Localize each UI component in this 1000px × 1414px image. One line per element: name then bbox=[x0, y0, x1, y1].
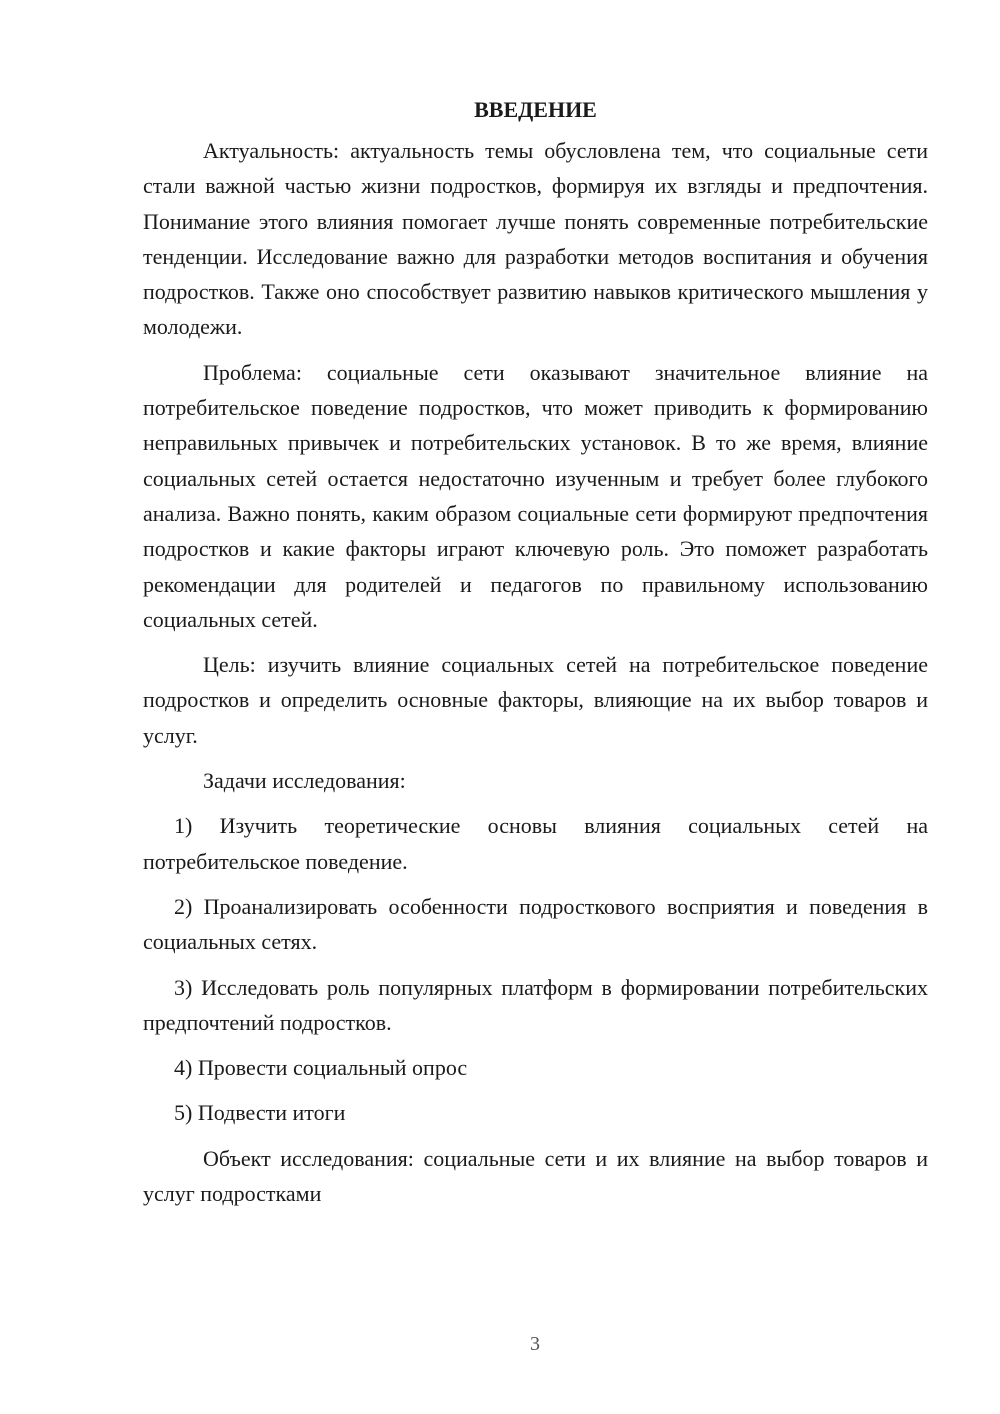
problem-paragraph: Проблема: социальные сети оказывают значительное влияние на потребительское поведение подростков, что может приводить к формированию неправильных привычек и потребительских установок. В то же время, влияние социальных сетей остается недостаточно изученным и требует более глубокого анализа. Важно понять, каким образом социальные сети формируют предпочтения подростков и какие факторы играют ключевую роль. Это поможет разработать рекомендации для родителей и педагогов по правильному использованию социальных сетей. bbox=[143, 359, 928, 632]
task-item-3: 3) Исследовать роль популярных платформ в формировании потребительских предпочтений подростков. bbox=[143, 974, 928, 1035]
task-item-5: 5) Подвести итоги bbox=[174, 1100, 346, 1126]
tasks-title: Задачи исследования: bbox=[203, 768, 406, 794]
goal-paragraph: Цель: изучить влияние социальных сетей на потребительское поведение подростков и определить основные факторы, влияющие на их выбор товаров и услуг. bbox=[143, 652, 928, 748]
document-page bbox=[143, 92, 928, 1221]
task-item-4: 4) Провести социальный опрос bbox=[174, 1055, 468, 1081]
task-item-1: 1) Изучить теоретические основы влияния социальных сетей на потребительское поведение. bbox=[143, 813, 928, 874]
section-heading: ВВЕДЕНИЕ bbox=[474, 97, 597, 122]
relevance-paragraph: Актуальность: актуальность темы обусловлена тем, что социальные сети стали важной частью жизни подростков, формируя их взгляды и предпочтения. Понимание этого влияния помогает лучше понять современные потребительские тенденции. Исследование важно для разработки методов воспитания и обучения подростков. Также оно способствует развитию навыков критического мышления у молодежи. bbox=[143, 138, 928, 340]
task-item-2: 2) Проанализировать особенности подросткового восприятия и поведения в социальных сетях. bbox=[143, 893, 928, 955]
page-number: 3 bbox=[530, 1333, 540, 1355]
object-paragraph: Объект исследования: социальные сети и их влияние на выбор товаров и услуг подростками bbox=[143, 1145, 928, 1207]
